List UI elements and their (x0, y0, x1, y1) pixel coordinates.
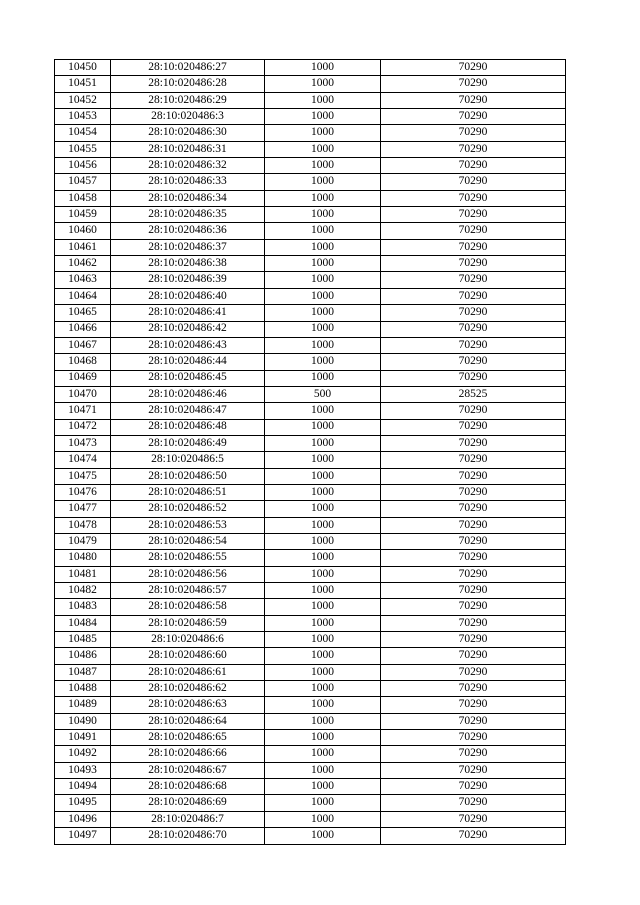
table-row (55, 109, 566, 125)
table-row (55, 92, 566, 108)
cadastral-number-cell: 28:10:020486:69 (111, 795, 265, 811)
area-cell: 1000 (265, 223, 381, 239)
row-number-cell: 10481 (55, 566, 111, 582)
row-number-cell: 10463 (55, 272, 111, 288)
table-row (55, 174, 566, 190)
area-cell: 1000 (265, 664, 381, 680)
row-number-cell: 10455 (55, 141, 111, 157)
value-cell: 70290 (381, 370, 566, 386)
row-number-cell: 10489 (55, 697, 111, 713)
row-number-cell: 10450 (55, 60, 111, 76)
value-cell: 70290 (381, 664, 566, 680)
area-cell: 1000 (265, 795, 381, 811)
cadastral-number-cell: 28:10:020486:31 (111, 141, 265, 157)
area-cell: 1000 (265, 632, 381, 648)
cadastral-number-cell: 28:10:020486:50 (111, 468, 265, 484)
row-number-cell: 10497 (55, 828, 111, 844)
area-cell: 1000 (265, 288, 381, 304)
cadastral-number-cell: 28:10:020486:32 (111, 158, 265, 174)
row-number-cell: 10483 (55, 599, 111, 615)
value-cell: 70290 (381, 305, 566, 321)
value-cell: 70290 (381, 484, 566, 500)
table-row (55, 435, 566, 451)
row-number-cell: 10480 (55, 550, 111, 566)
cadastral-number-cell: 28:10:020486:44 (111, 354, 265, 370)
table-row (55, 190, 566, 206)
row-number-cell: 10474 (55, 452, 111, 468)
cadastral-number-cell: 28:10:020486:3 (111, 109, 265, 125)
row-number-cell: 10452 (55, 92, 111, 108)
row-number-cell: 10454 (55, 125, 111, 141)
area-cell: 1000 (265, 697, 381, 713)
cadastral-number-cell: 28:10:020486:30 (111, 125, 265, 141)
table-row (55, 697, 566, 713)
row-number-cell: 10470 (55, 386, 111, 402)
value-cell: 70290 (381, 321, 566, 337)
row-number-cell: 10461 (55, 239, 111, 255)
table-row (55, 648, 566, 664)
row-number-cell: 10490 (55, 713, 111, 729)
row-number-cell: 10453 (55, 109, 111, 125)
value-cell: 70290 (381, 435, 566, 451)
table-row (55, 533, 566, 549)
value-cell: 70290 (381, 92, 566, 108)
area-cell: 1000 (265, 76, 381, 92)
cadastral-number-cell: 28:10:020486:41 (111, 305, 265, 321)
row-number-cell: 10496 (55, 811, 111, 827)
table-row (55, 762, 566, 778)
row-number-cell: 10479 (55, 533, 111, 549)
row-number-cell: 10456 (55, 158, 111, 174)
row-number-cell: 10488 (55, 681, 111, 697)
area-cell: 1000 (265, 92, 381, 108)
area-cell: 1000 (265, 207, 381, 223)
value-cell: 70290 (381, 419, 566, 435)
cadastral-number-cell: 28:10:020486:70 (111, 828, 265, 844)
row-number-cell: 10486 (55, 648, 111, 664)
area-cell: 1000 (265, 403, 381, 419)
cadastral-number-cell: 28:10:020486:65 (111, 730, 265, 746)
area-cell: 1000 (265, 452, 381, 468)
table-row (55, 403, 566, 419)
row-number-cell: 10484 (55, 615, 111, 631)
value-cell: 70290 (381, 141, 566, 157)
table-row (55, 158, 566, 174)
table-row (55, 207, 566, 223)
row-number-cell: 10495 (55, 795, 111, 811)
row-number-cell: 10458 (55, 190, 111, 206)
area-cell: 1000 (265, 419, 381, 435)
table-row (55, 386, 566, 402)
cadastral-number-cell: 28:10:020486:27 (111, 60, 265, 76)
table-row (55, 76, 566, 92)
table-row (55, 141, 566, 157)
row-number-cell: 10457 (55, 174, 111, 190)
cadastral-number-cell: 28:10:020486:66 (111, 746, 265, 762)
table-row (55, 811, 566, 827)
area-cell: 1000 (265, 681, 381, 697)
row-number-cell: 10460 (55, 223, 111, 239)
cadastral-number-cell: 28:10:020486:51 (111, 484, 265, 500)
value-cell: 70290 (381, 533, 566, 549)
row-number-cell: 10464 (55, 288, 111, 304)
cadastral-number-cell: 28:10:020486:55 (111, 550, 265, 566)
value-cell: 70290 (381, 354, 566, 370)
area-cell: 1000 (265, 125, 381, 141)
table-body (55, 60, 566, 845)
value-cell: 70290 (381, 158, 566, 174)
cadastral-number-cell: 28:10:020486:61 (111, 664, 265, 680)
value-cell: 70290 (381, 648, 566, 664)
area-cell: 1000 (265, 517, 381, 533)
table-row (55, 779, 566, 795)
cadastral-number-cell: 28:10:020486:40 (111, 288, 265, 304)
area-cell: 1000 (265, 484, 381, 500)
table-row (55, 795, 566, 811)
cadastral-number-cell: 28:10:020486:34 (111, 190, 265, 206)
table-row (55, 468, 566, 484)
area-cell: 500 (265, 386, 381, 402)
table-row (55, 452, 566, 468)
row-number-cell: 10493 (55, 762, 111, 778)
table-row (55, 550, 566, 566)
row-number-cell: 10472 (55, 419, 111, 435)
cadastral-number-cell: 28:10:020486:42 (111, 321, 265, 337)
table-row (55, 730, 566, 746)
area-cell: 1000 (265, 370, 381, 386)
value-cell: 70290 (381, 60, 566, 76)
value-cell: 70290 (381, 272, 566, 288)
area-cell: 1000 (265, 321, 381, 337)
value-cell: 70290 (381, 697, 566, 713)
cadastral-number-cell: 28:10:020486:63 (111, 697, 265, 713)
value-cell: 70290 (381, 730, 566, 746)
area-cell: 1000 (265, 615, 381, 631)
cadastral-number-cell: 28:10:020486:68 (111, 779, 265, 795)
cadastral-number-cell: 28:10:020486:54 (111, 533, 265, 549)
value-cell: 70290 (381, 190, 566, 206)
area-cell: 1000 (265, 239, 381, 255)
row-number-cell: 10487 (55, 664, 111, 680)
cadastral-number-cell: 28:10:020486:6 (111, 632, 265, 648)
value-cell: 70290 (381, 239, 566, 255)
cadastral-number-cell: 28:10:020486:56 (111, 566, 265, 582)
value-cell: 70290 (381, 452, 566, 468)
row-number-cell: 10466 (55, 321, 111, 337)
value-cell: 70290 (381, 403, 566, 419)
cadastral-number-cell: 28:10:020486:37 (111, 239, 265, 255)
area-cell: 1000 (265, 550, 381, 566)
row-number-cell: 10485 (55, 632, 111, 648)
table-row (55, 272, 566, 288)
value-cell: 70290 (381, 174, 566, 190)
table-row (55, 583, 566, 599)
area-cell: 1000 (265, 60, 381, 76)
cadastral-number-cell: 28:10:020486:57 (111, 583, 265, 599)
value-cell: 28525 (381, 386, 566, 402)
table-row (55, 599, 566, 615)
area-cell: 1000 (265, 583, 381, 599)
cadastral-number-cell: 28:10:020486:38 (111, 256, 265, 272)
area-cell: 1000 (265, 435, 381, 451)
cadastral-number-cell: 28:10:020486:53 (111, 517, 265, 533)
area-cell: 1000 (265, 337, 381, 353)
value-cell: 70290 (381, 566, 566, 582)
value-cell: 70290 (381, 615, 566, 631)
data-table (54, 59, 566, 845)
row-number-cell: 10473 (55, 435, 111, 451)
row-number-cell: 10477 (55, 501, 111, 517)
table-row (55, 419, 566, 435)
cadastral-number-cell: 28:10:020486:7 (111, 811, 265, 827)
table-row (55, 337, 566, 353)
area-cell: 1000 (265, 158, 381, 174)
table-row (55, 566, 566, 582)
table-row (55, 681, 566, 697)
value-cell: 70290 (381, 762, 566, 778)
area-cell: 1000 (265, 648, 381, 664)
area-cell: 1000 (265, 501, 381, 517)
table-row (55, 305, 566, 321)
cadastral-number-cell: 28:10:020486:35 (111, 207, 265, 223)
value-cell: 70290 (381, 681, 566, 697)
row-number-cell: 10478 (55, 517, 111, 533)
table-row (55, 517, 566, 533)
cadastral-number-cell: 28:10:020486:39 (111, 272, 265, 288)
value-cell: 70290 (381, 76, 566, 92)
row-number-cell: 10476 (55, 484, 111, 500)
value-cell: 70290 (381, 256, 566, 272)
table-row (55, 256, 566, 272)
value-cell: 70290 (381, 337, 566, 353)
cadastral-number-cell: 28:10:020486:52 (111, 501, 265, 517)
row-number-cell: 10491 (55, 730, 111, 746)
value-cell: 70290 (381, 632, 566, 648)
table-row (55, 746, 566, 762)
area-cell: 1000 (265, 174, 381, 190)
table-row (55, 713, 566, 729)
cadastral-number-cell: 28:10:020486:33 (111, 174, 265, 190)
value-cell: 70290 (381, 550, 566, 566)
area-cell: 1000 (265, 533, 381, 549)
area-cell: 1000 (265, 779, 381, 795)
cadastral-number-cell: 28:10:020486:67 (111, 762, 265, 778)
value-cell: 70290 (381, 517, 566, 533)
table-row (55, 223, 566, 239)
row-number-cell: 10462 (55, 256, 111, 272)
area-cell: 1000 (265, 599, 381, 615)
cadastral-number-cell: 28:10:020486:59 (111, 615, 265, 631)
row-number-cell: 10467 (55, 337, 111, 353)
area-cell: 1000 (265, 811, 381, 827)
area-cell: 1000 (265, 256, 381, 272)
value-cell: 70290 (381, 288, 566, 304)
table-row (55, 239, 566, 255)
value-cell: 70290 (381, 501, 566, 517)
value-cell: 70290 (381, 223, 566, 239)
table-row (55, 632, 566, 648)
value-cell: 70290 (381, 811, 566, 827)
table-row (55, 125, 566, 141)
cadastral-number-cell: 28:10:020486:47 (111, 403, 265, 419)
table-row (55, 484, 566, 500)
table-row (55, 828, 566, 844)
area-cell: 1000 (265, 746, 381, 762)
value-cell: 70290 (381, 599, 566, 615)
cadastral-number-cell: 28:10:020486:58 (111, 599, 265, 615)
table-row (55, 501, 566, 517)
value-cell: 70290 (381, 583, 566, 599)
table-row (55, 60, 566, 76)
area-cell: 1000 (265, 272, 381, 288)
row-number-cell: 10471 (55, 403, 111, 419)
row-number-cell: 10482 (55, 583, 111, 599)
area-cell: 1000 (265, 468, 381, 484)
row-number-cell: 10475 (55, 468, 111, 484)
cadastral-number-cell: 28:10:020486:49 (111, 435, 265, 451)
table-row (55, 354, 566, 370)
table-row (55, 321, 566, 337)
cadastral-number-cell: 28:10:020486:60 (111, 648, 265, 664)
area-cell: 1000 (265, 762, 381, 778)
cadastral-number-cell: 28:10:020486:48 (111, 419, 265, 435)
row-number-cell: 10468 (55, 354, 111, 370)
cadastral-number-cell: 28:10:020486:28 (111, 76, 265, 92)
value-cell: 70290 (381, 207, 566, 223)
row-number-cell: 10469 (55, 370, 111, 386)
area-cell: 1000 (265, 305, 381, 321)
cadastral-number-cell: 28:10:020486:43 (111, 337, 265, 353)
table-row (55, 615, 566, 631)
row-number-cell: 10492 (55, 746, 111, 762)
cadastral-number-cell: 28:10:020486:36 (111, 223, 265, 239)
table-row (55, 288, 566, 304)
area-cell: 1000 (265, 730, 381, 746)
area-cell: 1000 (265, 713, 381, 729)
cadastral-number-cell: 28:10:020486:29 (111, 92, 265, 108)
value-cell: 70290 (381, 746, 566, 762)
row-number-cell: 10465 (55, 305, 111, 321)
table-row (55, 370, 566, 386)
value-cell: 70290 (381, 109, 566, 125)
value-cell: 70290 (381, 795, 566, 811)
area-cell: 1000 (265, 828, 381, 844)
row-number-cell: 10459 (55, 207, 111, 223)
cadastral-number-cell: 28:10:020486:64 (111, 713, 265, 729)
value-cell: 70290 (381, 468, 566, 484)
row-number-cell: 10451 (55, 76, 111, 92)
table-row (55, 664, 566, 680)
value-cell: 70290 (381, 779, 566, 795)
area-cell: 1000 (265, 109, 381, 125)
area-cell: 1000 (265, 190, 381, 206)
cadastral-number-cell: 28:10:020486:62 (111, 681, 265, 697)
cadastral-number-cell: 28:10:020486:5 (111, 452, 265, 468)
area-cell: 1000 (265, 354, 381, 370)
cadastral-number-cell: 28:10:020486:45 (111, 370, 265, 386)
value-cell: 70290 (381, 828, 566, 844)
area-cell: 1000 (265, 141, 381, 157)
cadastral-number-cell: 28:10:020486:46 (111, 386, 265, 402)
value-cell: 70290 (381, 125, 566, 141)
value-cell: 70290 (381, 713, 566, 729)
area-cell: 1000 (265, 566, 381, 582)
row-number-cell: 10494 (55, 779, 111, 795)
